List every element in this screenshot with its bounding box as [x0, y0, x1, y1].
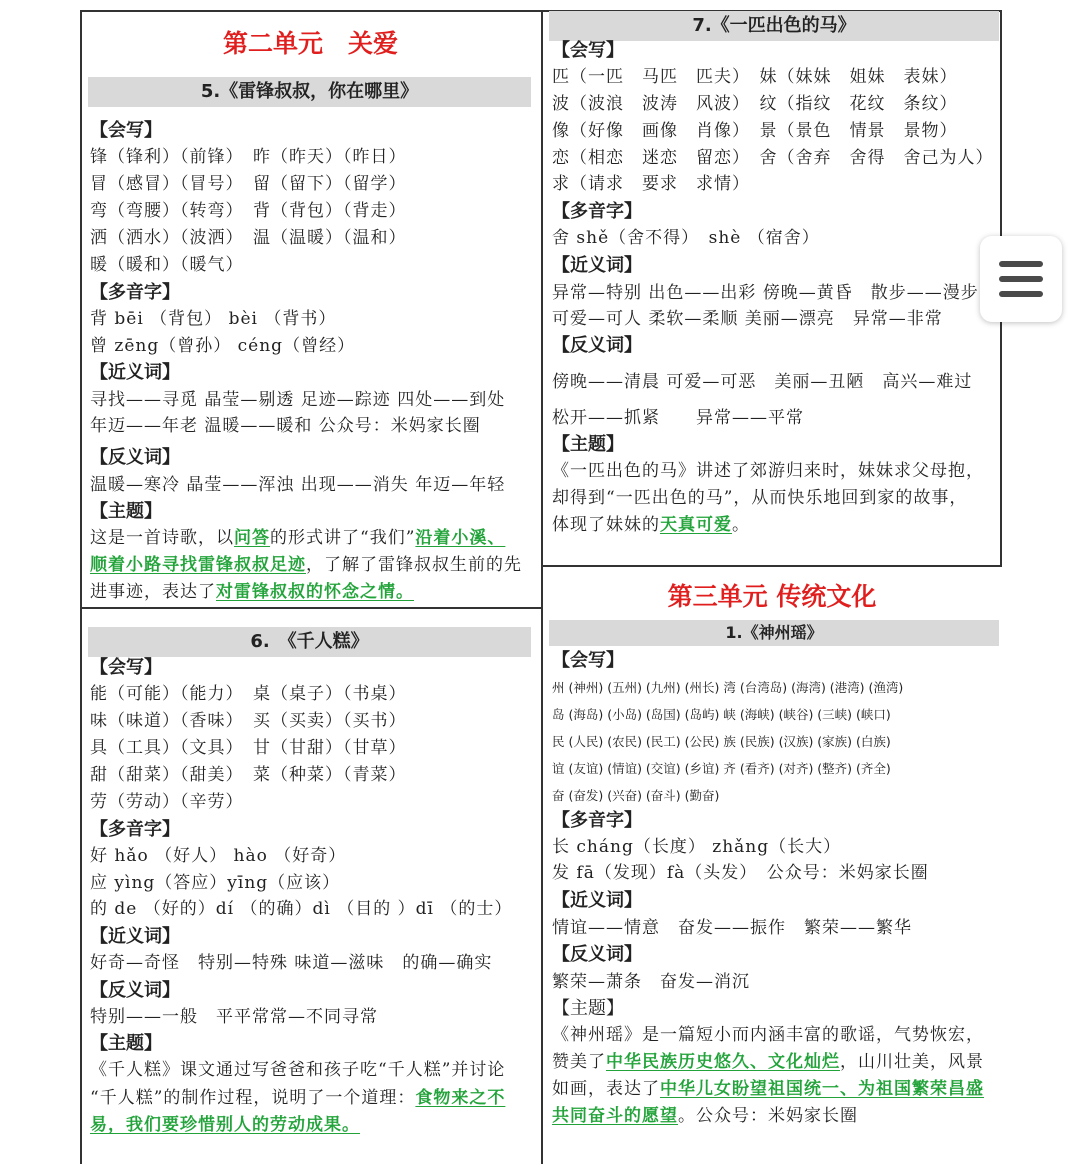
theme-text: 体现了妹妹的 [552, 515, 660, 535]
theme-highlight: 中华儿女盼望祖国统一、为祖国繁荣昌盛 [660, 1079, 984, 1099]
worksheet [80, 10, 1002, 1164]
theme-highlight: 易，我们要珍惜别人的劳动成果 [90, 1115, 342, 1135]
lesson6-poly-line: 好 hǎo （好人） hào （好奇） [90, 846, 347, 866]
shenzhou-write-line: 奋 (奋发) (兴奋) (奋斗) (勤奋) [552, 788, 720, 803]
theme-text: 进事迹，表达了 [90, 582, 216, 602]
lesson7-write-line: 求（请求 要求 求情） [552, 174, 750, 194]
lesson7-theme-line [552, 514, 750, 536]
theme-text: 。 [396, 582, 414, 602]
right-column [542, 10, 1002, 1164]
lesson6-write-line: 甜（甜菜）（甜美） 菜（种菜）（青菜） [90, 765, 407, 785]
theme-text: 。 [342, 1115, 360, 1135]
lesson7-write-heading: 【会写】 [552, 40, 624, 61]
shenzhou-theme-heading: 【主题】 [552, 998, 624, 1019]
lesson6-write-line: 味（味道）（香味） 买（买卖）（买书） [90, 711, 407, 731]
theme-highlight: 天真可爱 [660, 515, 732, 535]
theme-text: 。公众号：米妈家长圈 [678, 1106, 858, 1126]
lesson6-syn-line: 好奇—奇怪 特别—特殊 味道—滋味 的确—确实 [90, 953, 493, 973]
lesson6-write-line: 能（可能）（能力） 桌（桌子）（书桌） [90, 684, 407, 704]
lesson7-theme-line: 却得到“一匹出色的马”，从而快乐地回到家的故事， [552, 488, 968, 508]
lesson5-write-line: 冒（感冒）（冒号） 留（留下）（留学） [90, 174, 407, 194]
lesson6-title: 6. 《千人糕》 [88, 627, 531, 657]
lesson7-syn-line: 可爱—可人 柔软—柔顺 美丽—漂亮 异常—非常 [552, 309, 943, 329]
theme-text: ，山川壮美，风景 [840, 1052, 984, 1072]
shenzhou-ant-line: 繁荣—萧条 奋发—消沉 [552, 972, 750, 992]
shenzhou-write-line: 岛 (海岛) (小岛) (岛国) (岛屿) 峡 (海峡) (峡谷) (三峡) (峡口) [552, 707, 891, 722]
theme-text: 的形式讲了“我们” [270, 528, 416, 548]
theme-highlight: 共同奋斗的愿望 [552, 1106, 678, 1126]
lesson7-write-line: 匹（一匹 马匹 匹夫） 妹（妹妹 姐妹 表妹） [552, 67, 958, 87]
lesson5-theme-line [90, 554, 522, 576]
lesson5-write-heading: 【会写】 [90, 120, 162, 141]
lesson5-syn-heading: 【近义词】 [90, 362, 180, 383]
lesson7-write-line: 恋（相恋 迷恋 留恋） 舍（舍弃 舍得 舍己为人） [552, 148, 994, 168]
lesson6-syn-heading: 【近义词】 [90, 926, 180, 947]
lesson6-ant-heading: 【反义词】 [90, 980, 180, 1001]
theme-highlight: 问答 [234, 528, 270, 548]
theme-highlight: 对雷锋叔叔的怀念之情 [216, 582, 396, 602]
menu-button[interactable] [980, 236, 1062, 322]
theme-highlight: 食物来之不 [415, 1088, 506, 1108]
lesson5-syn-line: 年迈——年老 温暖——暖和 公众号：米妈家长圈 [90, 416, 481, 436]
lesson6-write-heading: 【会写】 [90, 657, 162, 678]
lesson7-title: 7.《一匹出色的马》 [549, 11, 999, 41]
theme-text: 赞美了 [552, 1052, 606, 1072]
lesson5-theme-line [90, 581, 414, 603]
theme-highlight: 顺着小路寻找雷锋叔叔足迹 [90, 555, 306, 575]
theme-text: 这是一首诗歌，以 [90, 528, 234, 548]
lesson6-poly-heading: 【多音字】 [90, 819, 180, 840]
lesson7-syn-line: 异常—特别 出色——出彩 傍晚—黄昏 散步——漫步 [552, 283, 979, 303]
lesson7-syn-heading: 【近义词】 [552, 255, 642, 276]
lesson7-ant-line: 傍晚——清晨 可爱—可恶 美丽—丑陋 高兴—难过 [552, 372, 973, 392]
lesson7-ant-line: 松开——抓紧 异常——平常 [552, 408, 804, 428]
lesson6-poly-line: 的 de （好的）dí （的确）dì （目的 ）dī （的士） [90, 899, 513, 919]
lesson7-write-line: 波（波浪 波涛 风波） 纹（指纹 花纹 条纹） [552, 94, 958, 114]
shenzhou-title: 1.《神州瑶》 [549, 620, 999, 646]
lesson5-write-line: 暖（暖和）（暖气） [90, 255, 244, 275]
lesson5-syn-line: 寻找——寻觅 晶莹—剔透 足迹—踪迹 四处——到处 [90, 390, 506, 410]
lesson5-write-line: 弯（弯腰）（转弯） 背（背包）（背走） [90, 201, 407, 221]
shenzhou-ant-heading: 【反义词】 [552, 944, 642, 965]
shenzhou-write-line: 谊 (友谊) (情谊) (交谊) (乡谊) 齐 (看齐) (对齐) (整齐) (齐全) [552, 761, 891, 776]
unit-3-title: 第三单元 传统文化 [667, 582, 877, 611]
lesson6-ant-line: 特别——一般 平平常常—不同寻常 [90, 1007, 378, 1027]
lesson5-write-line: 洒（洒水）（波洒） 温（温暖）（温和） [90, 228, 407, 248]
theme-text: 《千人糕》课文通过写爸爸和孩子吃“千人糕”并讨论 [90, 1060, 506, 1080]
shenzhou-poly-line: 长 cháng（长度） zhǎng（长大） [552, 837, 842, 857]
lesson5-title: 5.《雷锋叔叔，你在哪里》 [88, 77, 531, 107]
lesson6-theme-line [90, 1114, 360, 1136]
theme-text: ，了解了雷锋叔叔生前的先 [306, 555, 522, 575]
lesson6-poly-line: 应 yìng（答应）yīng（应该） [90, 873, 341, 893]
shenzhou-write-heading: 【会写】 [552, 650, 624, 671]
shenzhou-write-line: 民 (人民) (农民) (民工) (公民) 族 (民族) (汉族) (家族) (白族) [552, 734, 891, 749]
lesson6-theme-line [90, 1087, 505, 1109]
shenzhou-theme-line: 《神州瑶》是一篇短小而内涵丰富的歌谣，气势恢宏， [552, 1025, 984, 1045]
theme-text: 。 [732, 515, 750, 535]
shenzhou-theme-line [552, 1105, 858, 1127]
lesson7-poly-line: 舍 shě（舍不得） shè （宿舍） [552, 228, 820, 248]
shenzhou-write-line: 州 (神州) (五州) (九州) (州长) 湾 (台湾岛) (海湾) (港湾) (渔湾) [552, 680, 904, 695]
lesson6-theme-heading: 【主题】 [90, 1033, 162, 1054]
lesson5-ant-line: 温暖—寒冷 晶莹——浑浊 出现——消失 年迈—年轻 [90, 475, 506, 495]
left-column [80, 10, 541, 1164]
lesson7-write-line: 像（好像 画像 肖像） 景（景色 情景 景物） [552, 121, 958, 141]
lesson6-write-line: 具（工具）（文具） 甘（甘甜）（甘草） [90, 738, 407, 758]
shenzhou-syn-line: 情谊——情意 奋发——振作 繁荣——繁华 [552, 918, 912, 938]
shenzhou-poly-heading: 【多音字】 [552, 810, 642, 831]
shenzhou-syn-heading: 【近义词】 [552, 890, 642, 911]
theme-highlight: 沿着小溪、 [415, 528, 506, 548]
lesson7-theme-line: 《一匹出色的马》讲述了郊游归来时，妹妹求父母抱， [552, 461, 984, 481]
theme-text: 如画，表达了 [552, 1079, 660, 1099]
unit-2-title: 第二单元 关爱 [222, 29, 398, 58]
lesson5-write-line: 锋（锋利）（前锋） 昨（昨天）（昨日） [90, 147, 407, 167]
lesson7-ant-heading: 【反义词】 [552, 335, 642, 356]
lesson6-write-line: 劳（劳动）（辛劳） [90, 792, 244, 812]
lesson5-poly-line: 背 bēi （背包） bèi （背书） [90, 309, 337, 329]
shenzhou-poly-line: 发 fā（发现）fà（头发） 公众号：米妈家长圈 [552, 863, 929, 883]
theme-text: “千人糕”的制作过程，说明了一个道理： [90, 1088, 416, 1108]
lesson6-theme-line [90, 1059, 505, 1081]
theme-highlight: 中华民族历史悠久、文化灿烂 [606, 1052, 840, 1072]
lesson5-theme-heading: 【主题】 [90, 501, 162, 522]
shenzhou-theme-line [552, 1078, 984, 1100]
lesson7-theme-heading: 【主题】 [552, 434, 624, 455]
lesson5-poly-heading: 【多音字】 [90, 282, 180, 303]
lesson5-poly-line: 曾 zēng（曾孙） céng（曾经） [90, 336, 356, 356]
lesson5-ant-heading: 【反义词】 [90, 447, 180, 468]
lesson5-theme-line [90, 527, 505, 549]
lesson7-poly-heading: 【多音字】 [552, 201, 642, 222]
shenzhou-theme-line [552, 1051, 984, 1073]
